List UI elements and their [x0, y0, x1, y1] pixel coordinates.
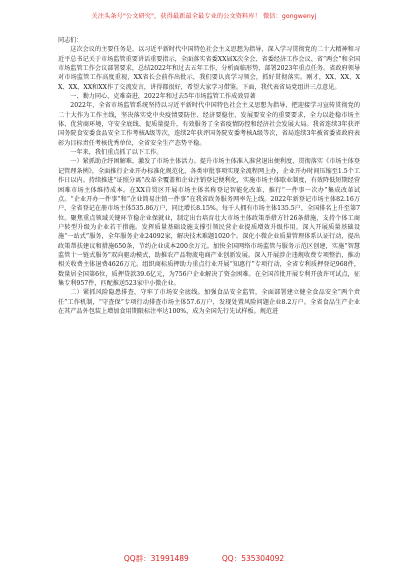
paragraph-summary: 2022年，全省市场监管系统坚持以习近平新时代中国特色社会主义思想为指导，把迎接学习宣传贯彻党的二十大作为工作主线，坚决落实党中央疫情要防住、经济要稳住、发展要安全的重要要求，全力以赴稳市场主体、优营商环境，守安全底线、促质量提升，有效服务了全省疫情防控和经济社会发展大局。我省连续3年获评国务院食安委食品安全工作考核A级等次，连续2年获评国务院安委考核A级等次，省局连续3年被省委省政府表彰为目标责任考核优秀单位，全省安全生产态势平稳。: [58, 102, 360, 147]
paragraph-risk-control: 二）紧抓风险隐患排查，守牢了市场安全底线。加强食品安全监管，全面部署建立健全食品安全“两个责任”工作机制，“守查保”专项行动排查市场主体57.6万户，发现处置风险问题企业8.2万户。全省食品生产企业在其产品外包装上增加食用期限标注率达100%，成为全国先行先试样板。规范进: [58, 289, 360, 315]
footer-qq: QQ：535304092: [221, 554, 285, 563]
footer: [0, 546, 408, 565]
paragraph-market-entities: 一）紧抓助企纾困解难，激发了市场主体活力。提升市场主体准入准营退出便利度，贯彻落实《市场主体登记管理条例》，全面推行企业开办标准化规范化，各类审批事项实现全流程网上办，企业开办时间压缩至1.5个工作日以内。持续推进“证照分离”改革全覆盖和企业注销登记便利化，实施市场主体歇业制度，有效降低短期经营困难市场主体维持成本。在XX自贸区开展市场主体名称登记智能化改革，推行“一件事一次办”集成改革试点。“企业开办一件事”和“企业简易注销一件事”在我省政务服务网率先上线。2022年新登记市场主体82.16万户，全省登记在册市场主体535.86万户，同比增长8.15%。每千人拥有市场主体135.5户，全国排名上升至第7位。聚焦重点领域关键环节稳企业保就业，制定出台培育壮大市场主体政策举措方针26条措施，支持个体工商户转型升级为企业若干措施。发挥质量基础设施支撑引领民营企业提质增效升级作用，深入开展质量基础设施“一站式”服务，全年服务企业24092家，解决技术难题1020个。深化小微企业质量管理体系认证行动，提出政策帮扶建议和措施650条，节约企业成本200余万元。加快全国网络市场监管与服务示范区创建，实施“智慧监管十一链式服务”双向驱动模式，助推农产品物流电商产业创新发展。深入开展涉企违规收费专项整治，推动相关收费主体退费4626万元。组织商标质押助力重点行业开展“知惠行”专项行动，全省专利质押登记968件，数量居全国第6位，质押贷款39.6亿元，为756户企业解决了资金困难。在全国首批开展专利开放许可试点，征集专利957件，匹配推送523家中小微企业。: [58, 158, 360, 287]
section-heading: 一、勠力同心、克难奋进，2022年和过去5年市场监管工作成效显著: [70, 93, 256, 101]
document-body: [58, 34, 360, 316]
greeting: 同志们：: [58, 37, 83, 44]
top-banner: [0, 0, 408, 30]
paragraph-intro: 这次会议的主要任务是，以习近平新时代中国特色社会主义思想为指导，深入学习贯彻党的二十大精神和习近平总书记关于市场监管重要讲话重要指示，全面落实省委XX届X次全会、省委经济工作会议、省“两会”和全国市场监管工作会议部署要求，总结2022年和过去五年工作，分析面临形势，部署2023年重点任务。省政府领导对市场监管工作高度重视，XX省长会前作出批示，我们要认真学习领会，抓好贯彻落实。刚才，XX、XX、XX、XX、XX和XX作了交流发言，讲得都很好，希望大家学习借鉴。下面，我代表省局党组讲三点意见。: [58, 46, 360, 91]
footer-qq-group: QQ群：31991489: [123, 554, 189, 563]
paragraph-transition: 一年来，我们重点抓了以下工作。: [70, 149, 163, 157]
banner-text: 关注头条号"公文研究"，获得最新最全最专业的公文资料库！ 微信：gongwenyj: [91, 12, 317, 20]
